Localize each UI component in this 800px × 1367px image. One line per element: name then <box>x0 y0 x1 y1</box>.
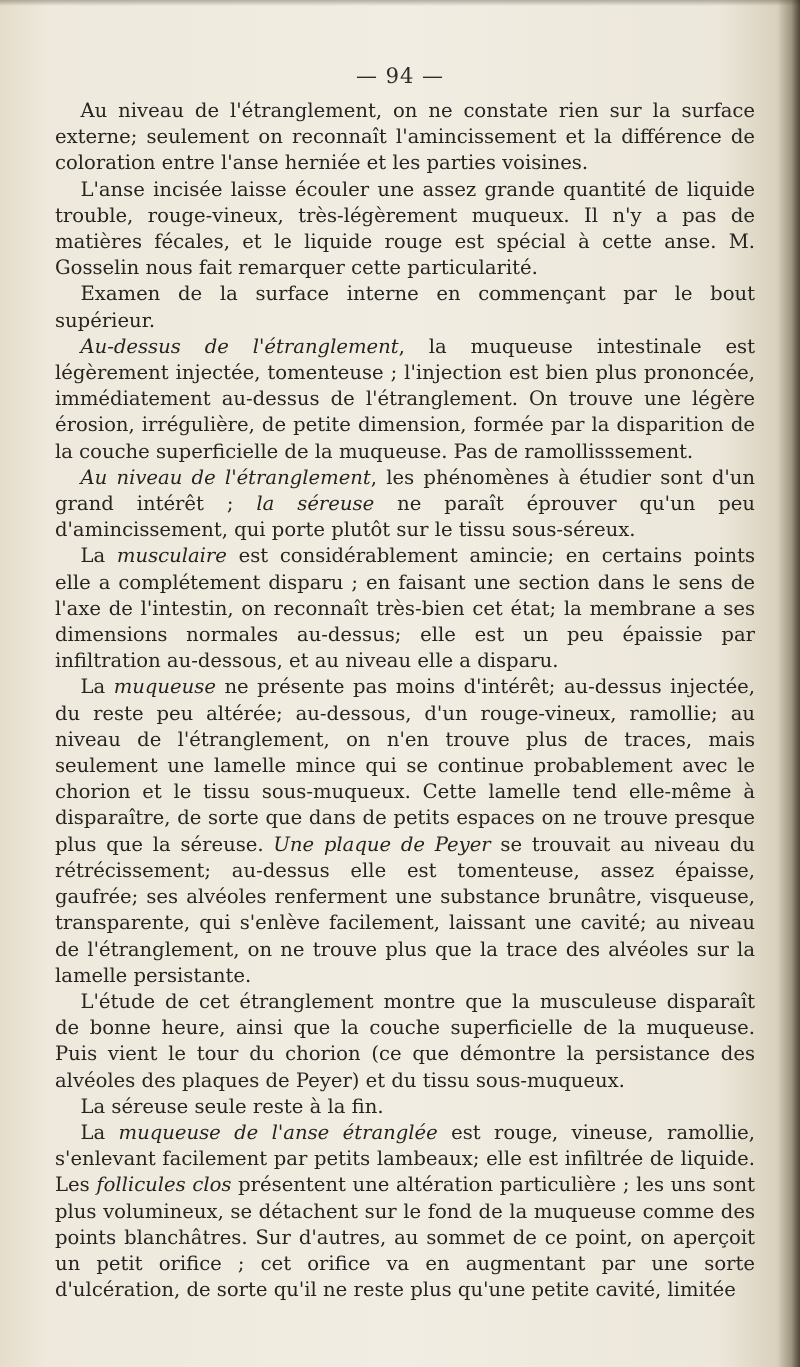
paragraph <box>55 334 755 465</box>
italic-term: Au niveau de l'étranglement <box>80 465 371 489</box>
paragraph-text: est rouge, vineuse, ramollie, s'enlevant facilement par petits lambeaux; elle est infiltrée de liquide. Les <box>55 1120 755 1197</box>
paragraph-text: ne paraît éprouver qu'un peu d'amincissement, qui porte plutôt sur le tissu sous-séreux. <box>55 492 756 542</box>
paragraph <box>55 1094 755 1120</box>
paragraph <box>55 1120 755 1303</box>
paragraph <box>55 543 755 674</box>
binding-shadow <box>778 0 800 1367</box>
paragraph-text: La <box>80 544 117 568</box>
paragraph-text: se trouvait au niveau du rétrécissement; au-dessus elle est tomenteuse, assez épaisse, gaufrée; ses alvéoles renferment une substance brunâtre, visqueuse, transparente, qui s'enlève facilement, laissant une cavité; au niveau de l'étranglement, on ne trouve plus que la trace des alvéoles sur la lamelle persistante. <box>55 832 755 987</box>
paragraph-text: L'étude de cet étranglement montre que la musculeuse disparaît de bonne heure, ainsi que la couche superficielle de la muqueuse. Puis vient le tour du chorion (ce que démontre la persistance des alvéoles des plaques de Peyer) et du tissu sous-muqueux. <box>55 989 755 1092</box>
italic-term: Une plaque de Peyer <box>273 832 491 856</box>
paragraph-text: Au niveau de l'étranglement, on ne constate rien sur la surface externe; seulement on reconnaît l'amincissement et la différence de coloration entre l'anse herniée et les parties voisines. <box>55 99 755 175</box>
paragraph-text: ne présente pas moins d'intérêt; au-dessus injectée, du reste peu altérée; au-dessous, d'un rouge-vineux, ramollie; au niveau de l'étranglement, on n'en trouve plus de traces, mais seulement une lamelle mince qui se continue probablement avec le chorion et le tissu sous-muqueux. Cette lamelle tend elle-même à disparaître, de sorte que dans de petits espaces on ne trouve presque plus que la séreuse. <box>55 675 756 856</box>
paragraph-text: La <box>80 1120 119 1144</box>
italic-term: Au-dessus de l'étranglement <box>80 334 399 358</box>
paragraph <box>55 281 755 333</box>
paragraph-text: Examen de la surface interne en commençant par le bout supérieur. <box>55 282 755 332</box>
paragraph-text: présentent une altération particulière ; les uns sont plus volumineux, se détachent sur le fond de la muqueuse comme des points blanchâtres. Sur d'autres, au sommet de ce point, on aperçoit un petit orifice ; cet orifice va en augmentant par une sorte d'ulcération, de sorte qu'il ne reste plus qu'une petite cavité, limitée <box>55 1173 755 1302</box>
paragraph <box>55 177 755 282</box>
paragraph-text: L'anse incisée laisse écouler une assez grande quantité de liquide trouble, rouge-vineux, très-légèrement muqueux. Il n'y a pas de matières fécales, et le liquide rouge est spécial à cette anse. M. Gosselin nous fait remarquer cette particularité. <box>55 177 755 280</box>
italic-term: la séreuse <box>256 492 375 516</box>
paragraph-text: , la muqueuse intestinale est légèrement injectée, tomenteuse ; l'injection est bien plus prononcée, immédiatement au-dessus de l'étranglement. On trouve une légère érosion, irrégulière, de petite dimension, formée par la disparition de la couche superficielle de la muqueuse. Pas de ramollisssement. <box>55 334 755 463</box>
italic-term: musculaire <box>116 544 227 568</box>
paragraph-text: , les phénomènes à étudier sont d'un grand intérêt ; <box>55 465 756 516</box>
paragraph-text: La <box>80 675 114 699</box>
paragraph-text: La séreuse seule reste à la fin. <box>80 1094 384 1118</box>
paragraph <box>55 98 755 177</box>
paragraph <box>55 674 755 988</box>
page-top-edge <box>0 0 800 6</box>
italic-term: follicules clos <box>96 1173 232 1197</box>
page-number: — 94 — <box>355 64 445 88</box>
italic-term: muqueuse de l'anse étranglée <box>118 1120 438 1144</box>
italic-term: muqueuse <box>113 675 216 699</box>
paragraph <box>55 989 755 1094</box>
body-text <box>55 98 755 1303</box>
paragraph <box>55 465 755 544</box>
paragraph-text: est considérablement amincie; en certains points elle a complétement disparu ; en faisant une section dans le sens de l'axe de l'intestin, on reconnaît très-bien cet état; la membrane a ses dimensions normales au-dessus; elle est un peu épaissie par infiltration au-dessous, et au niveau elle a disparu. <box>55 544 756 673</box>
